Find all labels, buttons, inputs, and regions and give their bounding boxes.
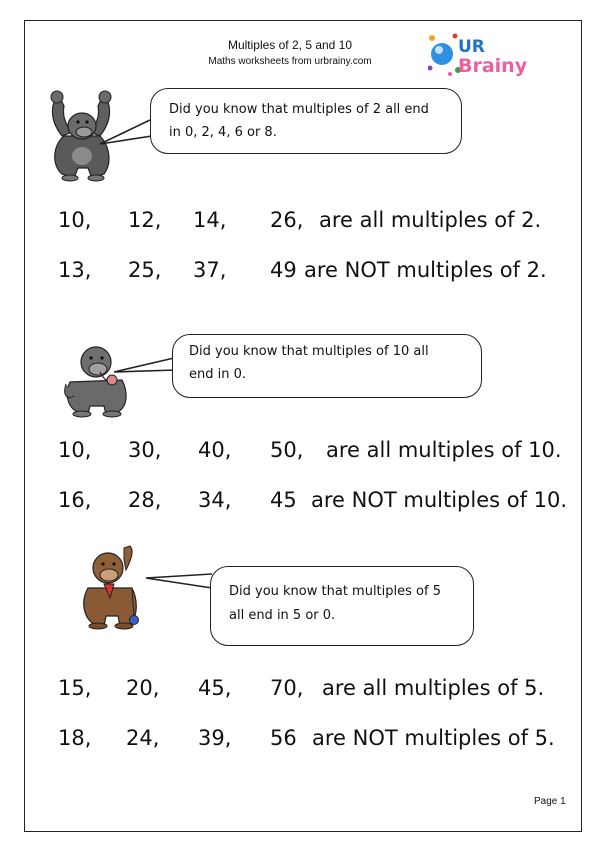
number: 14, xyxy=(193,208,227,232)
statement: are all multiples of 10. xyxy=(326,438,562,462)
number: 16, xyxy=(58,488,92,512)
statement: are all multiples of 2. xyxy=(319,208,542,232)
number: 56 xyxy=(270,726,297,750)
number: 28, xyxy=(128,488,162,512)
number: 30, xyxy=(128,438,162,462)
statement: are NOT multiples of 5. xyxy=(312,726,555,750)
number: 10, xyxy=(58,438,92,462)
number: 70, xyxy=(270,676,304,700)
bubble-line: Did you know that multiples of 10 all xyxy=(189,344,429,359)
gorilla-yoyo-image xyxy=(74,542,150,630)
speech-bubble-tail xyxy=(146,572,216,594)
bubble-line: Did you know that multiples of 5 xyxy=(229,584,441,599)
number: 12, xyxy=(128,208,162,232)
number: 25, xyxy=(128,258,162,282)
speech-bubble-tail xyxy=(114,356,180,378)
page-number: Page 1 xyxy=(534,796,566,807)
worksheet-subtitle: Maths worksheets from urbrainy.com xyxy=(208,56,372,67)
number: 34, xyxy=(198,488,232,512)
number: 15, xyxy=(58,676,92,700)
number: 13, xyxy=(58,258,92,282)
statement: are NOT multiples of 2. xyxy=(304,258,547,282)
bubble-line: all end in 5 or 0. xyxy=(229,608,336,623)
number: 18, xyxy=(58,726,92,750)
svg-text:UR: UR xyxy=(458,37,485,57)
bubble-line: in 0, 2, 4, 6 or 8. xyxy=(169,125,277,140)
fact-bubble-10 xyxy=(172,334,482,398)
number: 40, xyxy=(198,438,232,462)
number: 20, xyxy=(126,676,160,700)
bubble-line: Did you know that multiples of 2 all end xyxy=(169,102,429,117)
number: 37, xyxy=(193,258,227,282)
number: 45 xyxy=(270,488,297,512)
fact-bubble-5 xyxy=(210,566,474,646)
worksheet-title: Multiples of 2, 5 and 10 xyxy=(227,38,353,52)
number: 26, xyxy=(270,208,304,232)
number: 24, xyxy=(126,726,160,750)
statement: are NOT multiples of 10. xyxy=(311,488,568,512)
number: 10, xyxy=(58,208,92,232)
statement: are all multiples of 5. xyxy=(322,676,545,700)
number: 39, xyxy=(198,726,232,750)
bubble-line: end in 0. xyxy=(189,367,247,382)
svg-text:Brainy: Brainy xyxy=(458,55,528,77)
number: 50, xyxy=(270,438,304,462)
number: 49 xyxy=(270,258,297,282)
fact-bubble-2 xyxy=(150,88,462,154)
number: 45, xyxy=(198,676,232,700)
urbrainy-logo xyxy=(428,26,548,80)
